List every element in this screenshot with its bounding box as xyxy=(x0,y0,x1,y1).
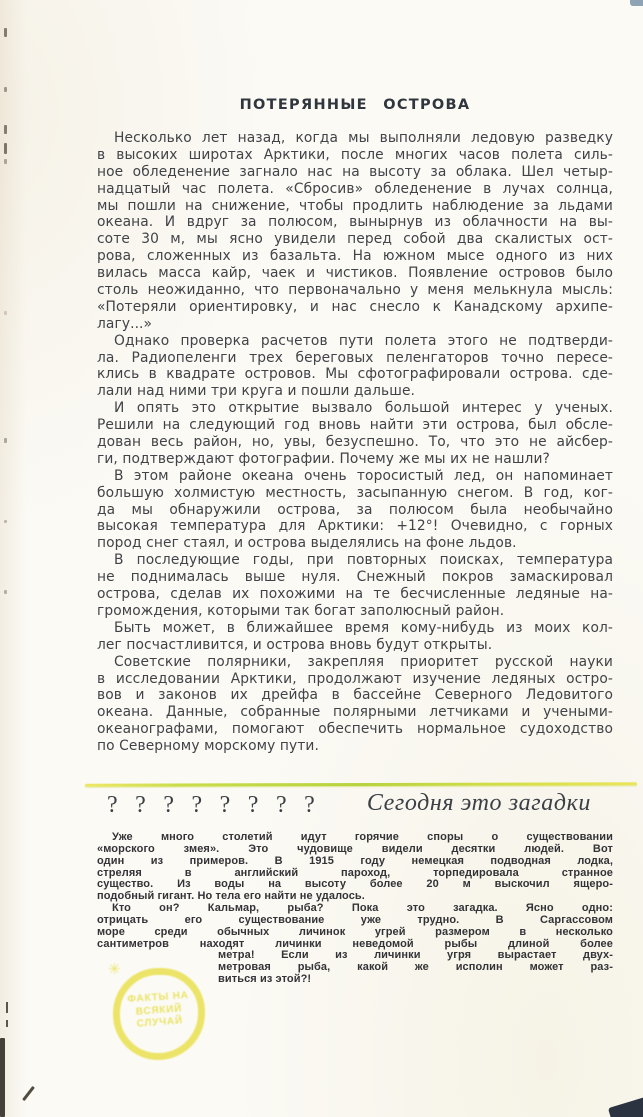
text-line: не поднималась выше нуля. Снежный покров замаскировал xyxy=(97,569,613,586)
paragraph xyxy=(97,333,613,401)
question-marks-row xyxy=(107,792,332,819)
question-mark: ? xyxy=(107,792,118,818)
text-line: лали над ними три круга и пошли дальше. xyxy=(97,383,416,400)
text-line: Советские полярники, закрепляя приоритет русской науки xyxy=(114,653,613,670)
text-line: метра! Если из личинки угря вырастает двух- xyxy=(218,949,613,962)
text-line: отрицать его существование уже трудно. В Саргассовом xyxy=(97,913,613,926)
stamp-text-line: ВСЯКИЙ xyxy=(135,1002,183,1018)
text-line: столь неожиданно, что первоначально у меня мелькнула мысль: xyxy=(97,282,613,299)
text-line: ла. Радиопеленги трех береговых пеленгаторов точно пересе- xyxy=(97,349,613,366)
text-line: Несколько лет назад, когда мы выполняли ледовую разведку xyxy=(114,130,613,146)
binding-mark xyxy=(4,28,7,37)
text-line: надцатый час полета. «Сбросив» обледенение в лучах солнца, xyxy=(97,180,613,197)
text-line: В этом районе океана очень торосистый лед, он напоминает xyxy=(114,467,613,484)
text-line: И опять это открытие вызвало большой интерес у ученых. xyxy=(114,400,613,417)
text-line: большую холмистую местность, засыпанную снегом. В год, ког- xyxy=(97,484,613,501)
text-line: Решили на следующий год вновь найти эти острова, был обсле- xyxy=(97,417,613,434)
riddles-heading: Сегодня это загадки xyxy=(366,790,591,816)
paragraph xyxy=(97,468,613,552)
binding-mark xyxy=(4,438,7,443)
text-line: пород снег стаял, и острова выделялись на фоне льдов. xyxy=(97,535,517,552)
article-body xyxy=(97,130,613,755)
text-line: вов и законов их дрейфа в бассейне Северного Ледовитого xyxy=(97,687,613,704)
text-line: высокая температура для Арктики: +12°! Очевидно, с горных xyxy=(97,518,613,535)
question-mark: ? xyxy=(135,792,146,818)
binding-mark xyxy=(4,590,7,594)
text-line: лагу...» xyxy=(97,315,153,332)
text-line: вилась масса кайр, чаек и чистиков. Появление островов было xyxy=(97,265,613,282)
binding-mark xyxy=(4,520,7,523)
text-line: громождения, которыми так богат заполюсный район. xyxy=(97,602,505,619)
text-line: море среди обычных личинок угрей размером в несколько xyxy=(97,925,613,938)
text-line: «Потеряли ориентировку, и нас снесло к Канадскому архипе- xyxy=(97,298,613,315)
text-line: стреляя в английский пароход, торпедировала странное xyxy=(97,866,613,879)
text-line: лег посчастливится, и острова вновь будут открыты. xyxy=(97,636,493,653)
binding-mark xyxy=(4,159,7,164)
stamp-text xyxy=(116,989,202,1032)
text-line: дован весь район, но, увы, безуспешно. То, что это не айсбер- xyxy=(97,434,613,451)
binding-mark xyxy=(4,87,7,92)
question-mark: ? xyxy=(275,792,287,818)
question-mark: ? xyxy=(247,792,259,818)
scan-artifact-corner-chip xyxy=(630,0,643,6)
paragraph xyxy=(97,654,613,755)
text-line: один из примеров. В 1915 году немецкая подводная лодка, xyxy=(97,854,613,867)
text-line: по Северному морскому пути. xyxy=(97,738,319,755)
sparkle-icon: ✳ xyxy=(108,960,121,978)
text-line: океана. И вдруг за полюсом, вынырнув из облачности на вы- xyxy=(97,214,613,231)
text-line: клись в квадрате островов. Мы сфотографировали острова. сде- xyxy=(97,366,613,383)
text-line: ги, подтверждают фотографии. Почему же мы их не нашли? xyxy=(97,450,550,467)
text-line: острова, сделав их похожими на те бесчисленные ледяные на- xyxy=(97,586,613,603)
paragraph xyxy=(97,831,613,902)
text-line: океанографами, помогают обеспечить нормальное судоходство xyxy=(97,721,613,738)
binding-mark xyxy=(4,125,7,134)
paragraph xyxy=(97,400,613,468)
question-mark: ? xyxy=(219,792,231,818)
paragraph xyxy=(97,620,613,654)
binding-mark xyxy=(4,311,7,315)
text-line: ное обледенение загнало нас на высоту за облака. Шел четыр- xyxy=(97,163,613,180)
stamp-text-line: ФАКТЫ НА xyxy=(127,989,190,1006)
question-mark: ? xyxy=(163,792,174,818)
question-mark: ? xyxy=(191,792,203,818)
scan-artifact-corner xyxy=(608,1097,643,1117)
text-line: виться из этой?! xyxy=(218,973,312,986)
text-line: Быть может, в ближайшее время кому-нибудь из моих кол- xyxy=(114,619,613,636)
paragraph xyxy=(97,552,613,620)
text-line: Однако проверка расчетов пути полета этого не подтверди- xyxy=(114,332,613,349)
text-line: «морского змея». Это чудовище видели десятки людей. Вот xyxy=(97,842,613,855)
text-line: соте 30 м, мы ясно увидели перед собой два скалистых ост- xyxy=(97,231,613,248)
text-line: Уже много столетий идут горячие споры о существовании xyxy=(112,831,613,843)
text-line: Кто он? Кальмар, рыба? Пока это загадка. Ясно одно: xyxy=(112,902,613,915)
paragraph xyxy=(97,902,613,985)
text-line: подобный гигант. Но тела его найти не удалось. xyxy=(97,890,365,903)
stamp-text-line: СЛУЧАЙ xyxy=(136,1015,184,1030)
binding-mark xyxy=(4,143,7,154)
binding-mark xyxy=(6,1020,8,1027)
text-line: В последующие годы, при повторных поисках, температура xyxy=(114,552,613,569)
text-line: мы пошли на снижение, чтобы продлить наблюдение за льдами xyxy=(97,197,613,214)
page-binding-shadow xyxy=(0,0,26,1117)
riddles-heading-row xyxy=(99,792,613,826)
text-line: в исследовании Арктики, продолжают изучение ледяных остро- xyxy=(97,670,613,687)
binding-mark xyxy=(6,1002,8,1013)
question-mark: ? xyxy=(304,792,315,818)
text-line: сантиметров находят личинки неведомой рыбы длиной более xyxy=(97,937,613,950)
text-line: океана. Данные, собранные полярными летчиками и учеными- xyxy=(97,704,613,721)
paragraph xyxy=(97,130,613,333)
text-line: да мы обнаружили острова, за полюсом была необычайно xyxy=(97,501,613,518)
text-line: в высоких широтах Арктики, после многих часов полета силь- xyxy=(97,146,613,163)
text-line: рова, сложенных из базальта. На южном мысе одного из них xyxy=(97,248,613,265)
article-title: ПОТЕРЯННЫЕ ОСТРОВА xyxy=(239,97,471,113)
scan-artifact-edge-bar xyxy=(0,1038,5,1117)
riddles-body xyxy=(97,831,613,985)
text-line: существо. Из воды на высоту более 20 м выскочил ящеро- xyxy=(97,878,613,891)
text-line: метровая рыба, какой же исполин может раз- xyxy=(218,961,613,974)
section-divider-line xyxy=(85,782,637,786)
